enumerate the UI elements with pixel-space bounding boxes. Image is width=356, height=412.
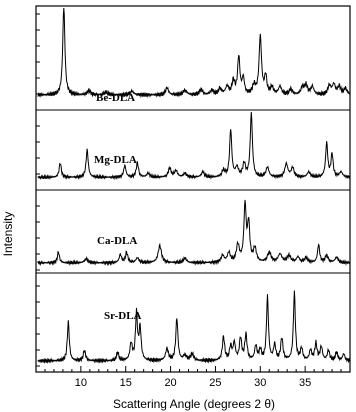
series-label-sr-dla: Sr-DLA bbox=[104, 310, 142, 322]
x-axis-label: Scattering Angle (degrees 2 θ) bbox=[112, 397, 276, 411]
trace-ca-dla bbox=[38, 200, 350, 264]
series-label-mg-dla: Mg-DLA bbox=[94, 154, 137, 166]
x-tick-label: 35 bbox=[299, 377, 312, 389]
x-axis-ticks bbox=[45, 366, 350, 389]
y-axis-label: Intensity bbox=[1, 211, 15, 257]
trace-mg-dla bbox=[38, 112, 350, 179]
series-label-be-dla: Be-DLA bbox=[96, 92, 136, 104]
x-tick-label: 25 bbox=[209, 377, 222, 389]
x-tick-label: 15 bbox=[119, 377, 132, 389]
diffraction-traces bbox=[38, 8, 350, 363]
series-label-ca-dla: Ca-DLA bbox=[97, 235, 138, 247]
trace-sr-dla bbox=[38, 290, 350, 362]
panel-dividers bbox=[36, 110, 350, 273]
x-tick-label: 20 bbox=[164, 377, 177, 389]
x-tick-label: 10 bbox=[74, 377, 87, 389]
trace-be-dla bbox=[38, 8, 350, 97]
x-tick-label: 30 bbox=[254, 377, 267, 389]
plot-frame bbox=[36, 6, 350, 372]
